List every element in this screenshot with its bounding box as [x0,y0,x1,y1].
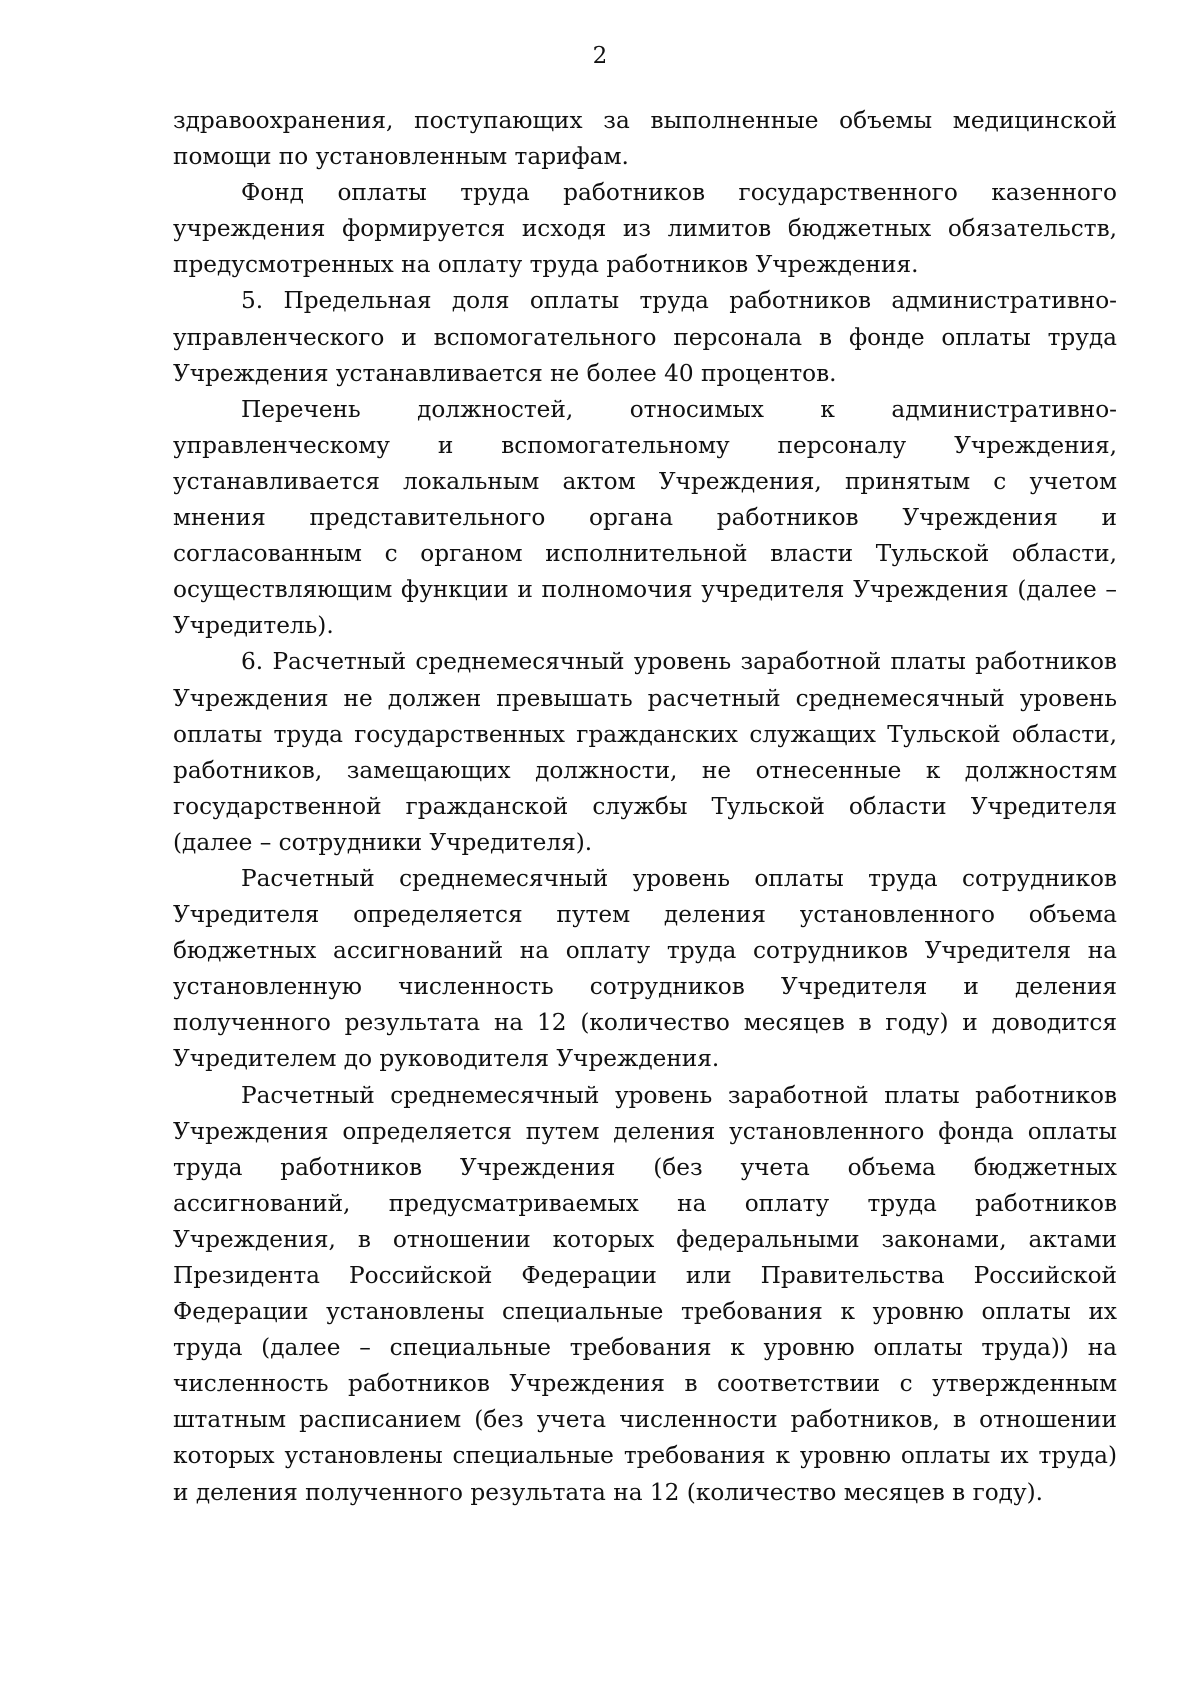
paragraph-1: здравоохранения, поступающих за выполненные объемы медицинской помощи по установленным тарифам. [173,107,1117,171]
page-number: 2 [592,43,608,69]
paragraph-6: Расчетный среднемесячный уровень оплаты труда сотрудников Учредителя определяется путем деления установленного объема бюджетных ассигнований на оплату труда сотрудников Учредителя на установленную численность сотрудников Учредителя и деления полученного результата на 12 (количество месяцев в году) и доводится Учредителем до руководителя Учреждения. [173,864,1117,1073]
document-body [173,103,1117,1511]
paragraph-4: Перечень должностей, относимых к административно-управленческому и вспомогательному персоналу Учреждения, устанавливается локальным актом Учреждения, принятым с учетом мнения представительного органа работников Учреждения и согласованным с органом исполнительной власти Тульской области, осуществляющим функции и полномочия учредителя Учреждения (далее – Учредитель). [173,395,1117,640]
paragraph-2: Фонд оплаты труда работников государственного казенного учреждения формируется исходя из лимитов бюджетных обязательств, предусмотренных на оплату труда работников Учреждения. [173,179,1117,279]
paragraph-5: 6. Расчетный среднемесячный уровень заработной платы работников Учреждения не должен превышать расчетный среднемесячный уровень оплаты труда государственных гражданских служащих Тульской области, работников, замещающих должности, не отнесенные к должностям государственной гражданской службы Тульской области Учредителя (далее – сотрудники Учредителя). [173,648,1117,856]
paragraph-7: Расчетный среднемесячный уровень заработной платы работников Учреждения определяется путем деления установленного фонда оплаты труда работников Учреждения (без учета объема бюджетных ассигнований, предусматриваемых на оплату труда работников Учреждения, в отношении которых федеральными законами, актами Президента Российской Федерации или Правительства Российской Федерации установлены специальные требования к уровню оплаты их труда (далее – специальные требования к уровню оплаты труда)) на численность работников Учреждения в соответствии с утвержденным штатным расписанием (без учета численности работников, в отношении которых установлены специальные требования к уровню оплаты их труда) и деления полученного результата на 12 (количество месяцев в году). [173,1081,1117,1506]
paragraph-3: 5. Предельная доля оплаты труда работников административно-управленческого и вспомогательного персонала в фонде оплаты труда Учреждения устанавливается не более 40 процентов. [173,287,1117,387]
